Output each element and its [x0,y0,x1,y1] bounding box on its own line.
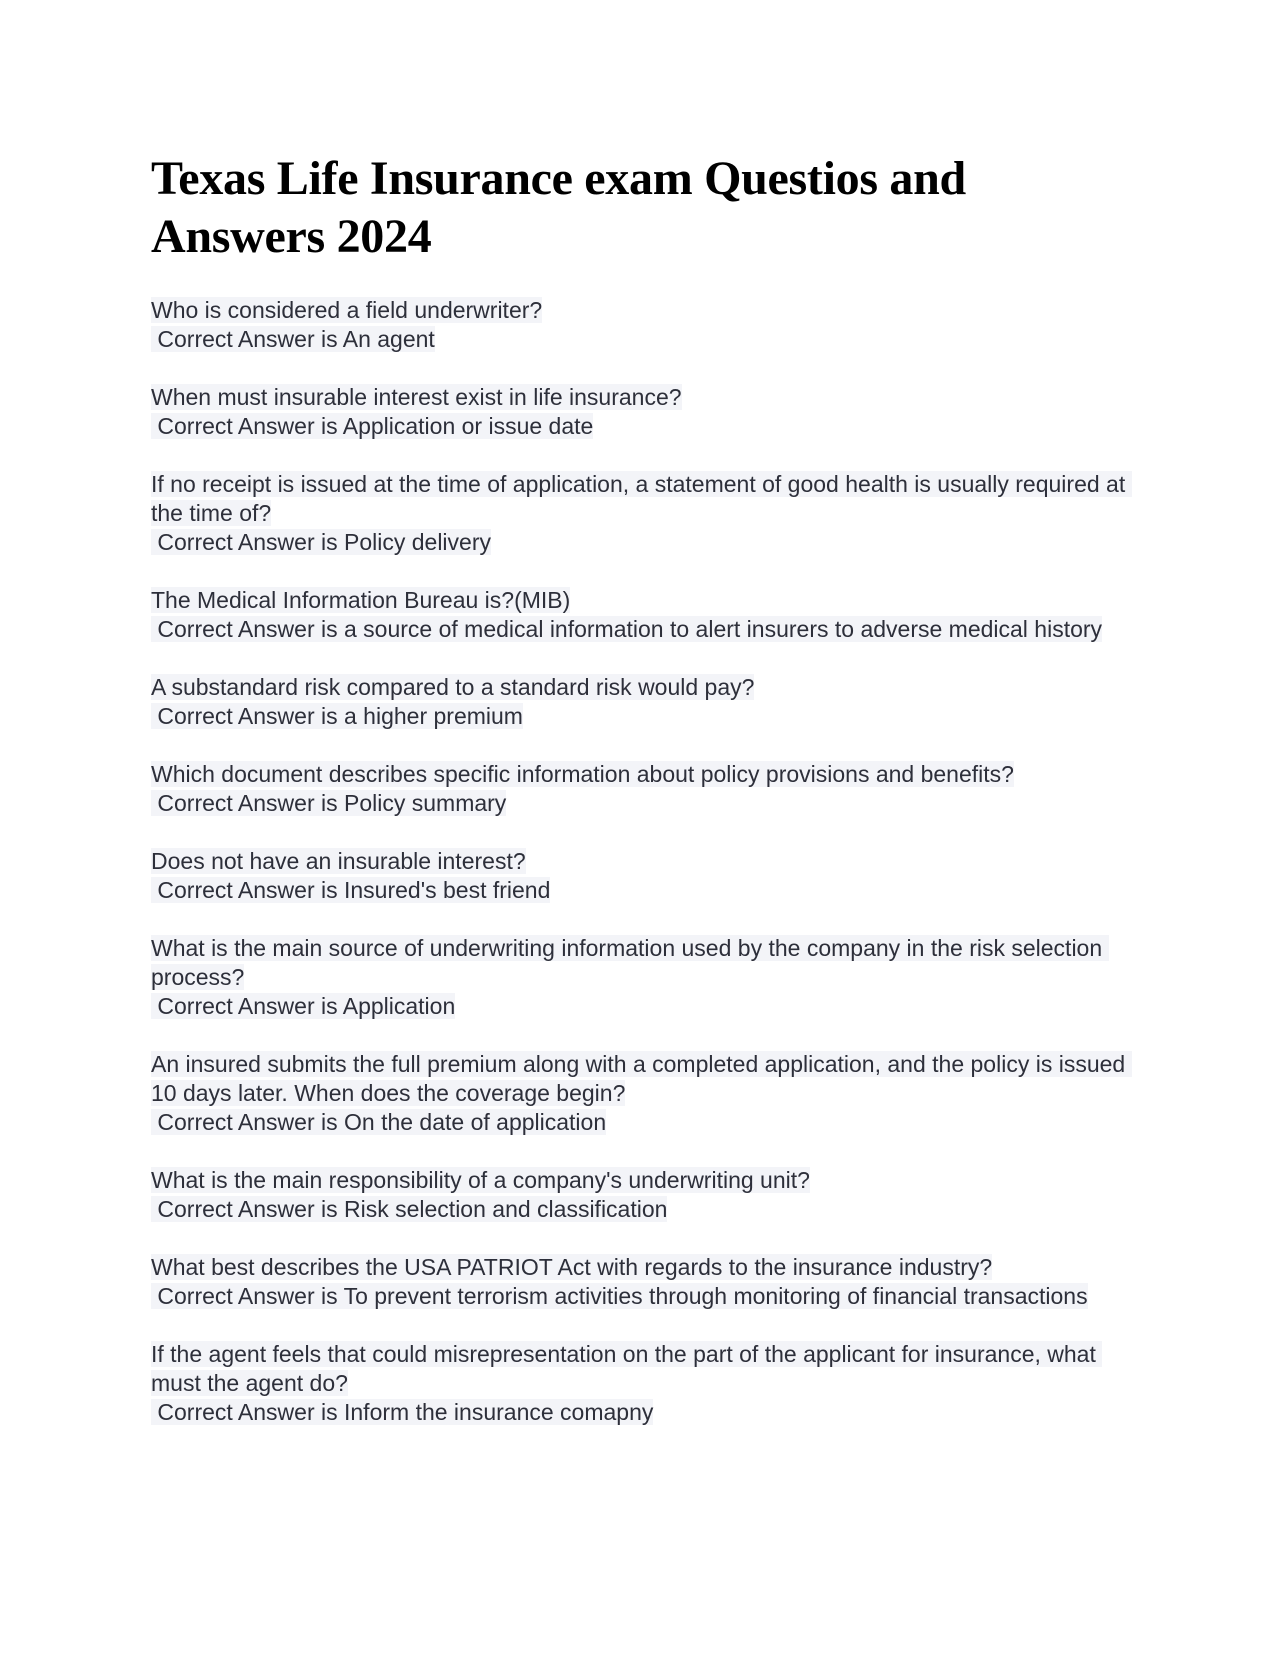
qa-item-7 [151,847,1131,905]
answer-text: Correct Answer is Insured's best friend [151,877,551,903]
qa-item-6 [151,760,1131,818]
question-text: Which document describes specific information about policy provisions and benefits? [151,761,1014,787]
answer-text: Correct Answer is Risk selection and classification [151,1196,668,1222]
question-text: What is the main source of underwriting information used by the company in the risk selection process? [151,935,1109,990]
qa-item-2 [151,383,1131,441]
qa-item-3 [151,470,1131,557]
qa-item-9 [151,1050,1131,1137]
answer-text: Correct Answer is An agent [151,326,435,352]
answer-text: Correct Answer is Inform the insurance comapny [151,1399,654,1425]
answer-text: Correct Answer is On the date of application [151,1109,607,1135]
answer-text: Correct Answer is Application or issue date [151,413,594,439]
qa-item-1 [151,296,1131,354]
qa-item-12 [151,1340,1131,1427]
qa-item-10 [151,1166,1131,1224]
answer-text: Correct Answer is Policy summary [151,790,507,816]
document-page [151,150,1131,1456]
question-text: Does not have an insurable interest? [151,848,526,874]
question-text: What best describes the USA PATRIOT Act with regards to the insurance industry? [151,1254,993,1280]
question-text: If no receipt is issued at the time of application, a statement of good health is usually required at the time of? [151,471,1132,526]
answer-text: Correct Answer is Policy delivery [151,529,491,555]
answer-text: Correct Answer is a source of medical information to alert insurers to adverse medical history [151,616,1103,642]
answer-text: Correct Answer is Application [151,993,456,1019]
document-title: Texas Life Insurance exam Questios and Answers 2024 [151,152,966,263]
question-text: Who is considered a field underwriter? [151,297,543,323]
question-text: What is the main responsibility of a company's underwriting unit? [151,1167,810,1193]
question-text: A substandard risk compared to a standard risk would pay? [151,674,755,700]
answer-text: Correct Answer is a higher premium [151,703,523,729]
question-text: An insured submits the full premium along with a completed application, and the policy is issued 10 days later. When does the coverage begin? [151,1051,1132,1106]
question-text: If the agent feels that could misrepresentation on the part of the applicant for insurance, what must the agent do? [151,1341,1103,1396]
qa-item-4 [151,586,1131,644]
qa-item-8 [151,934,1131,1021]
qa-item-11 [151,1253,1131,1311]
qa-item-5 [151,673,1131,731]
question-text: When must insurable interest exist in life insurance? [151,384,682,410]
answer-text: Correct Answer is To prevent terrorism activities through monitoring of financial transactions [151,1283,1088,1309]
question-text: The Medical Information Bureau is?(MIB) [151,587,571,613]
